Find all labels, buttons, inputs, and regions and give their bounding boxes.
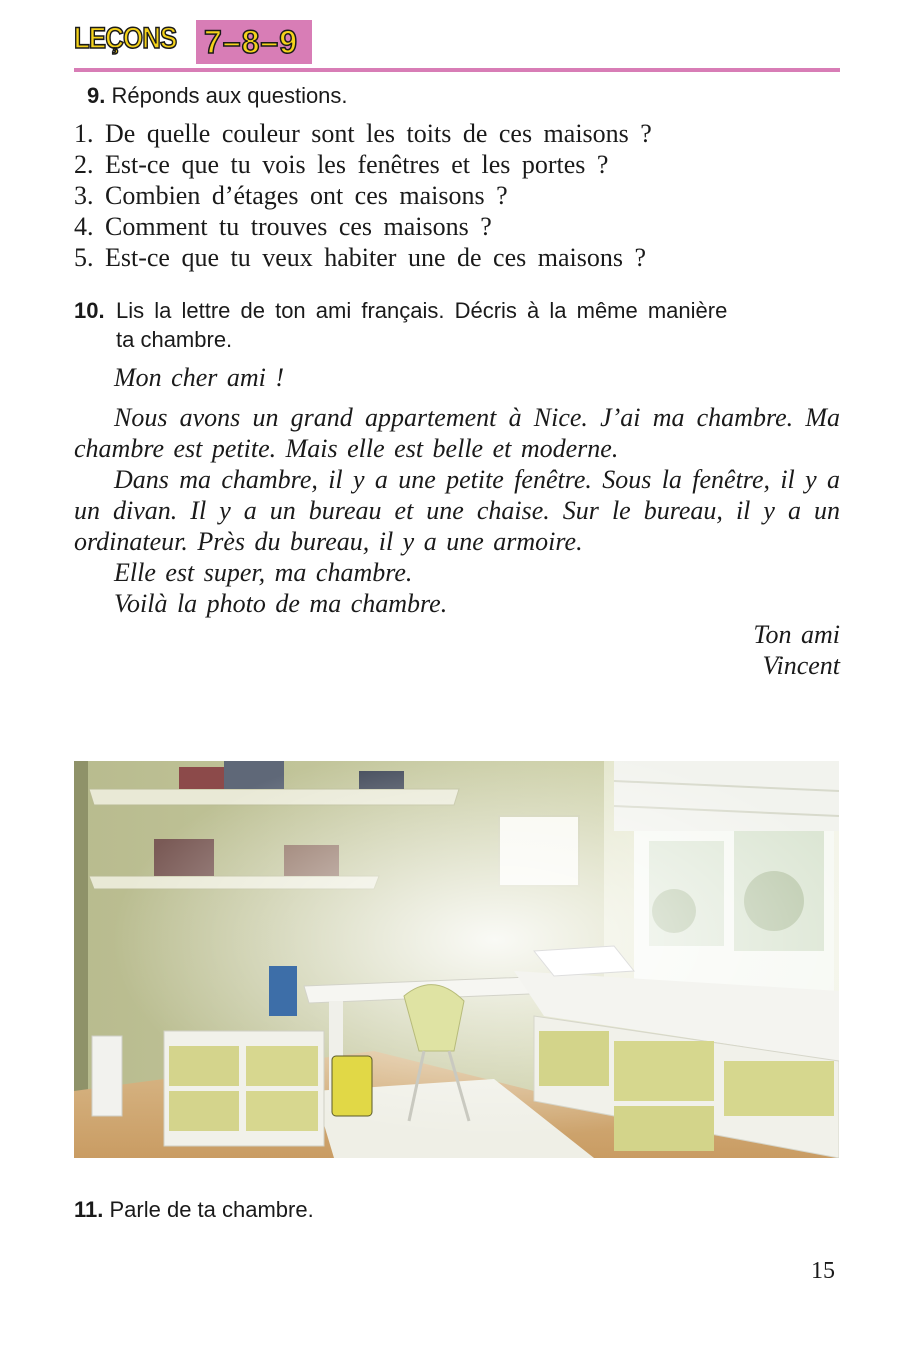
exercise-11-number: 11. [74, 1197, 104, 1222]
exercise-9-instruction [87, 82, 348, 110]
letter-paragraph: Elle est super, ma chambre. [114, 558, 413, 587]
exercise-10-instruction [74, 296, 840, 354]
exercise-10-number: 10. [74, 298, 105, 323]
question-list [74, 118, 840, 273]
exercise-11-instruction [74, 1196, 314, 1224]
letter-greeting: Mon cher ami ! [114, 363, 285, 392]
letter-closing: Ton ami [753, 620, 840, 649]
question-item: 5. Est-ce que tu veux habiter une de ces maisons ? [74, 243, 646, 272]
lessons-label: LEÇONS [74, 22, 177, 55]
bedroom-photo [74, 761, 839, 1158]
letter-paragraph: Dans ma chambre, il y a une petite fenêtre. Sous la fenêtre, il y a un divan. Il y a un bureau et une chaise. Sur le bureau, il y a un ordinateur. Près du bureau, il y a une armoire. [74, 465, 840, 556]
exercise-10-text-line1: Lis la lettre de ton ami français. Décris à la même manière [116, 298, 728, 323]
exercise-9-text: Réponds aux questions. [111, 83, 348, 108]
letter-signature: Vincent [762, 651, 840, 680]
question-item: 1. De quelle couleur sont les toits de ces maisons ? [74, 119, 652, 148]
letter-paragraph: Nous avons un grand appartement à Nice. J’ai ma chambre. Ma chambre est petite. Mais elle est belle et moderne. [74, 403, 840, 463]
lesson-numbers-badge: 7–8–9 [196, 20, 312, 64]
exercise-11-text: Parle de ta chambre. [109, 1197, 314, 1222]
exercise-10-text-line2: ta chambre. [116, 327, 233, 352]
question-item: 3. Combien d’étages ont ces maisons ? [74, 181, 508, 210]
letter [74, 362, 840, 681]
letter-paragraph: Voilà la photo de ma chambre. [114, 589, 448, 618]
question-item: 2. Est-ce que tu vois les fenêtres et les portes ? [74, 150, 609, 179]
exercise-9-number: 9. [87, 83, 106, 108]
lesson-header [74, 16, 312, 64]
header-divider [74, 68, 840, 72]
page-number: 15 [811, 1258, 835, 1284]
question-item: 4. Comment tu trouves ces maisons ? [74, 212, 492, 241]
